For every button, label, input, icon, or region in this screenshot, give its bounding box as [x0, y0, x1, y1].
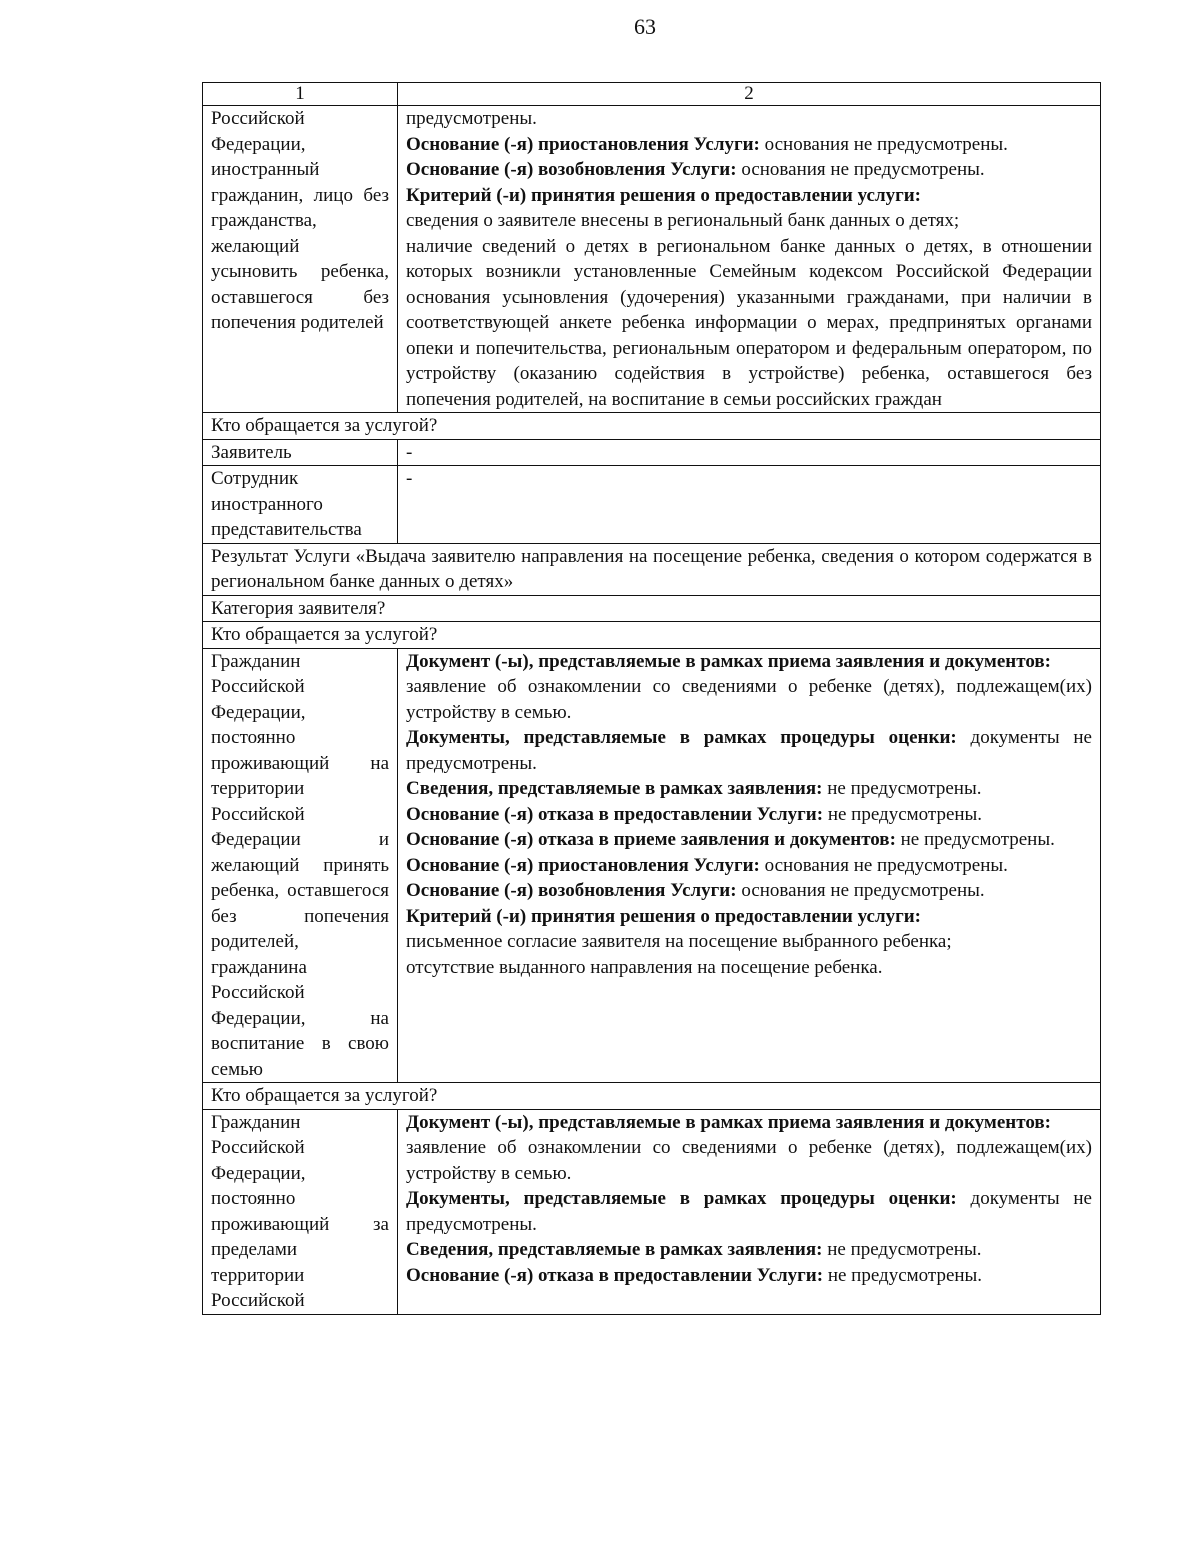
- detail-text: документы не предусмотрены.: [406, 727, 1092, 774]
- detail-heading: Основание (-я) отказа в приеме заявления и документов:: [406, 829, 896, 850]
- section-label: Кто обращается за услугой?: [203, 622, 1101, 649]
- applicant-description: Гражданин Российской Федерации, постоянно проживающий за пределами территории Российской: [203, 1109, 398, 1314]
- detail-text: не предусмотрены.: [822, 778, 982, 799]
- table-row: [203, 1109, 1101, 1314]
- table-row: [203, 648, 1101, 1083]
- section-row: [203, 543, 1101, 595]
- detail-heading: Основание (-я) приостановления Услуги:: [406, 854, 760, 876]
- detail-text: наличие сведений о детях в региональном банке данных о детях, в отношении которых возникли установленные Семейным кодексом Российской Федерации основания усыновления (удочерения) указанными гражданами, при наличии в соответствующей анкете ребенка информации о мерах, предпринятых органами опеки и попечительства, региональным оператором и федеральным оператором, по устройству (оказанию содействия в устройстве) ребенка, оставшегося без попечения родителей, на воспитание в семьи российских граждан: [406, 235, 1092, 410]
- applicant-description: Российской Федерации, иностранный гражданин, лицо без гражданства, желающий усыновить ребенка, оставшегося без попечения родителей: [203, 106, 398, 413]
- detail-text: заявление об ознакомлении со сведениями о ребенке (детях), подлежащем(их) устройству в семью.: [406, 1137, 1092, 1184]
- detail-text: письменное согласие заявителя на посещение выбранного ребенка;: [406, 931, 952, 952]
- detail-heading: Документы, представляемые в рамках процедуры оценки:: [406, 727, 957, 748]
- section-label: Кто обращается за услугой?: [203, 413, 1101, 440]
- service-details: [398, 106, 1101, 413]
- detail-heading: Основание (-я) возобновления Услуги:: [406, 880, 737, 901]
- service-details: [398, 648, 1101, 1083]
- detail-text: отсутствие выданного направления на посещение ребенка.: [406, 956, 883, 978]
- detail-heading: Основание (-я) отказа в предоставлении Услуги:: [406, 803, 824, 825]
- detail-text: не предусмотрены.: [822, 1239, 982, 1260]
- detail-text: основания не предусмотрены.: [736, 880, 985, 901]
- detail-text: сведения о заявителе внесены в региональный банк данных о детях;: [406, 210, 960, 231]
- detail-text: заявление об ознакомлении со сведениями о ребенке (детях), подлежащем(их) устройству в семью.: [406, 676, 1092, 723]
- detail-heading: Документ (-ы), представляемые в рамках приема заявления и документов:: [406, 1111, 1051, 1133]
- section-label: Категория заявителя?: [203, 595, 1101, 622]
- detail-text: не предусмотрены.: [823, 803, 983, 825]
- service-table: [202, 82, 1101, 1315]
- applicant-value: -: [398, 439, 1101, 466]
- service-result: [203, 543, 1101, 595]
- applicant-description: Гражданин Российской Федерации, постоянно проживающий на территории Российской Федерации и желающий принять ребенка, оставшегося без попечения родителей, гражданина Российской Федерации, на воспитание в свою семью: [203, 648, 398, 1083]
- table-row: [203, 439, 1101, 466]
- detail-heading: Документ (-ы), представляемые в рамках приема заявления и документов:: [406, 650, 1051, 672]
- detail-text: документы не предусмотрены.: [406, 1188, 1092, 1235]
- section-row: [203, 413, 1101, 440]
- detail-text: основания не предусмотрены.: [759, 854, 1008, 876]
- service-result-text: Результат Услуги «Выдача заявителю направления на посещение ребенка, сведения о котором содержатся в региональном банке данных о детях»: [211, 545, 1092, 592]
- table-header-row: [203, 83, 1101, 106]
- detail-heading: Критерий (-и) принятия решения о предоставлении услуги:: [406, 905, 922, 927]
- detail-heading: Основание (-я) возобновления Услуги:: [406, 159, 737, 180]
- section-row: [203, 595, 1101, 622]
- header-col-2: 2: [398, 83, 1101, 106]
- detail-text: основания не предусмотрены.: [736, 159, 985, 180]
- detail-heading: Основание (-я) отказа в предоставлении Услуги:: [406, 1264, 824, 1286]
- table-row: [203, 106, 1101, 413]
- employee-value: -: [398, 466, 1101, 544]
- table-row: [203, 466, 1101, 544]
- detail-heading: Критерий (-и) принятия решения о предоставлении услуги:: [406, 184, 922, 206]
- section-row: [203, 622, 1101, 649]
- section-row: [203, 1083, 1101, 1110]
- detail-text: не предусмотрены.: [823, 1264, 983, 1286]
- detail-heading: Основание (-я) приостановления Услуги:: [406, 133, 760, 155]
- header-col-1: 1: [203, 83, 398, 106]
- detail-text: не предусмотрены.: [895, 829, 1055, 850]
- detail-text: основания не предусмотрены.: [759, 133, 1008, 155]
- section-label: Кто обращается за услугой?: [203, 1083, 1101, 1110]
- employee-label: Сотрудник иностранного представительства: [203, 466, 398, 544]
- detail-heading: Документы, представляемые в рамках процедуры оценки:: [406, 1188, 957, 1209]
- applicant-label: Заявитель: [203, 439, 398, 466]
- page-number: 63: [634, 14, 656, 39]
- detail-text: предусмотрены.: [406, 108, 537, 129]
- detail-heading: Сведения, представляемые в рамках заявления:: [406, 1239, 823, 1260]
- detail-heading: Сведения, представляемые в рамках заявления:: [406, 778, 823, 799]
- service-details: [398, 1109, 1101, 1314]
